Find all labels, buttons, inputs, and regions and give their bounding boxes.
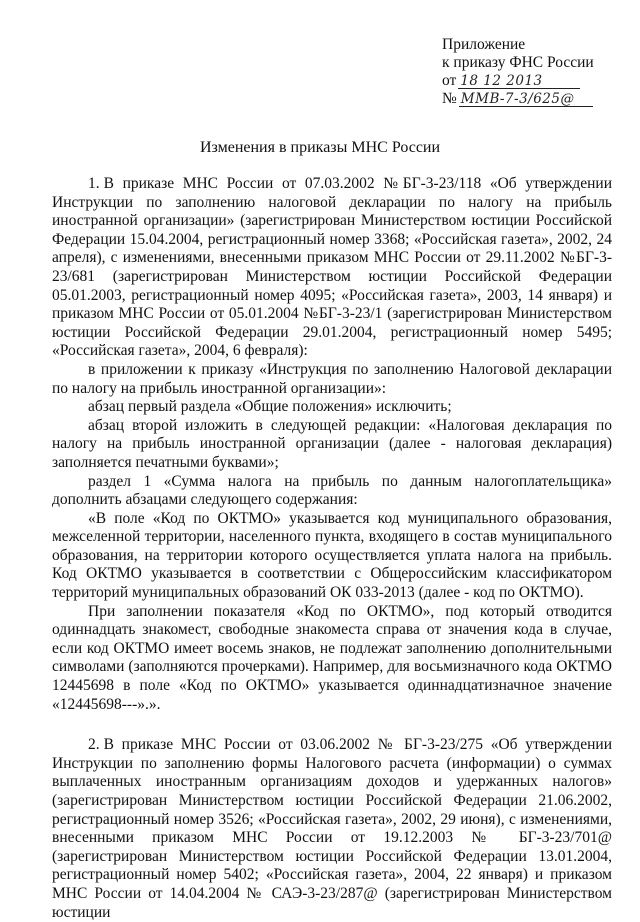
paragraph-oktmo-fill (52, 603, 612, 715)
appendix-header (442, 36, 632, 108)
paragraph-first-abzac (52, 398, 612, 417)
appendix-order-ref: к приказу ФНС России (442, 54, 594, 71)
paragraph-text: раздел 1 «Сумма налога на прибыль по данным налогоплательщика» дополнить абзацами следующего содержания: (52, 472, 612, 509)
paragraph-section-1 (52, 473, 612, 510)
paragraph-text: абзац второй изложить в следующей редакции: «Налоговая декларация по налогу на прибыль иностранной организации (далее - налоговая декларация) заполняется печатными буквами»; (52, 416, 612, 471)
appendix-title: Приложение (442, 36, 526, 53)
paragraph-2 (52, 736, 612, 922)
handwritten-date: 18 12 2013 (458, 74, 580, 89)
date-prefix: от (442, 72, 457, 89)
handwritten-number: ММВ-7-3/625@ (459, 92, 593, 107)
paragraph-second-abzac (52, 417, 612, 473)
paragraph-text: «В поле «Код по ОКТМО» указывается код муниципального образования, межселенной территории, населенного пункта, входящего в состав муниципального образования, на территории которого осуществляется уплата налога на прибыль. Код ОКТМО указывается в соответствии с Общероссийским классификатором территорий муниципальных образований ОК 033-2013 (далее - код по ОКТМО). (52, 509, 612, 602)
appendix-date-line (442, 72, 632, 90)
appendix-number-line (442, 90, 632, 108)
paragraph-number: 1. (88, 175, 100, 192)
paragraph-text: В приказе МНС России от 03.06.2002 № БГ-3-23/275 «Об утверждении Инструкции по заполнению формы Налогового расчета (информации) о суммах выплаченных иностранным организациям доходов и удержанных налогов» (зарегистрирован Министерством юстиции Российской Федерации 21.06.2002, регистрационный номер 3526; «Российская газета», 2002, 29 июня), с изменениями, внесенными приказом МНС России от 19.12.2003 № БГ-3-23/701@ (зарегистрирован Министерством юстиции Российской Федерации 13.01.2004, регистрационный номер 5402; «Российская газета», 2004, 22 января) и приказом МНС России от 14.04.2004 № САЭ-3-23/287@ (зарегистрирован Министерством юстиции (52, 736, 612, 921)
paragraph-text: В приказе МНС России от 07.03.2002 №БГ-3-23/118 «Об утверждении Инструкции по заполнению налоговой декларации по налогу на прибыль иностранной организации» (зарегистрирован Министерством юстиции Российской Федерации 15.04.2004, регистрационный номер 3368; «Российская газета», 2002, 24 апреля), с изменениями, внесенными приказом МНС России от 29.11.2002 №БГ-3-23/681 (зарегистрирован Министерством юстиции Российской Федерации 05.01.2003, регистрационный номер 4095; «Российская газета», 2003, 14 января) и приказом МНС России от 05.01.2004 №БГ-3-23/1 (зарегистрирован Министерством юстиции Российской Федерации 29.01.2004, регистрационный номер 5495; «Российская газета», 2004, 6 февраля): (52, 175, 612, 360)
paragraph-text: При заполнении показателя «Код по ОКТМО», под который отводится одиннадцать знакомест, свободные знакоместа справа от значения кода в случае, если код ОКТМО имеет восемь знаков, не подлежат заполнению дополнительными символами (заполняются прочерками). Например, для восьмизначного кода ОКТМО 12445698 в поле «Код по ОКТМО» указывается одиннадцатизначное значение «12445698---».». (52, 602, 612, 713)
paragraph-text: абзац первый раздела «Общие положения» исключить; (88, 398, 452, 416)
paragraph-oktmo-code (52, 510, 612, 603)
document-title: Изменения в приказы МНС России (199, 139, 441, 156)
paragraph-1 (52, 175, 612, 361)
paragraph-gap (52, 714, 612, 736)
document-body (52, 175, 612, 922)
number-prefix: № (442, 90, 457, 107)
paragraph-text: в приложении к приказу «Инструкция по заполнению Налоговой декларации по налогу на прибыль иностранной организации»: (52, 360, 612, 397)
paragraph-number: 2. (88, 736, 100, 754)
paragraph-annex (52, 361, 612, 398)
